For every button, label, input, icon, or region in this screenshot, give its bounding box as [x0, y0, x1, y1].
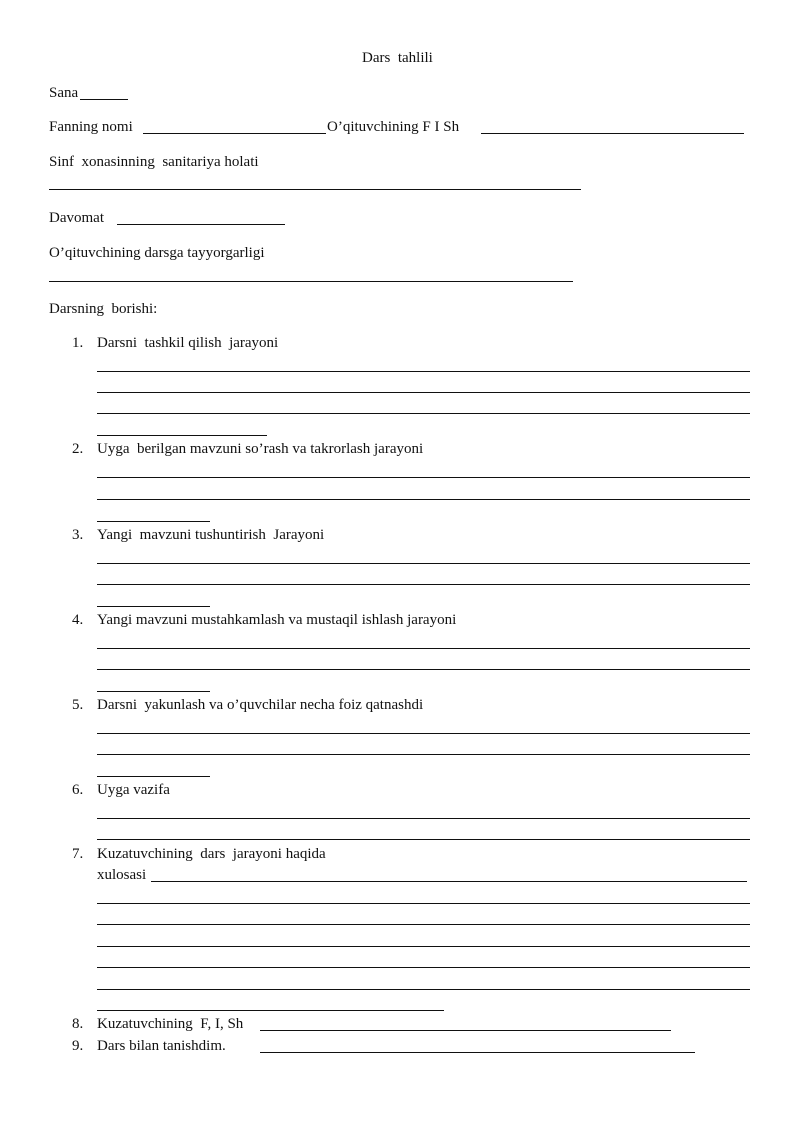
sanitariya-blank[interactable]	[49, 189, 581, 190]
answer-line[interactable]	[97, 1010, 444, 1011]
answer-line[interactable]	[97, 435, 267, 436]
item-label: Darsni tashkil qilish jarayoni	[97, 335, 279, 351]
answer-line[interactable]	[97, 606, 210, 607]
item-label: Darsni yakunlash va o’quvchilar necha foiz qatnashdi	[97, 697, 424, 713]
tayyorgarlik-label: O’qituvchining darsga tayyorgarligi	[49, 245, 265, 261]
item-label: Uyga vazifa	[97, 782, 170, 798]
answer-line[interactable]	[97, 903, 750, 904]
item-number: 2.	[72, 441, 84, 457]
answer-line[interactable]	[97, 499, 750, 500]
answer-line[interactable]	[97, 839, 750, 840]
signature-line[interactable]	[260, 1030, 671, 1031]
answer-line[interactable]	[97, 691, 210, 692]
davomat-label: Davomat	[49, 210, 104, 226]
item-label: Uyga berilgan mavzuni so’rash va takrorlash jarayoni	[97, 441, 424, 457]
answer-line[interactable]	[97, 776, 210, 777]
answer-line[interactable]	[97, 392, 750, 393]
answer-line[interactable]	[97, 648, 750, 649]
item-label: Dars bilan tanishdim.	[97, 1038, 226, 1054]
item-number: 3.	[72, 527, 84, 543]
item-number: 9.	[72, 1038, 84, 1054]
item-number: 6.	[72, 782, 84, 798]
item-label: Yangi mavzuni mustahkamlash va mustaqil ishlash jarayoni	[97, 612, 457, 628]
item-label: Kuzatuvchining F, I, Sh	[97, 1016, 244, 1032]
answer-line[interactable]	[97, 413, 750, 414]
oqituvchi-fish-blank[interactable]	[481, 133, 744, 134]
answer-line[interactable]	[97, 818, 750, 819]
answer-line[interactable]	[97, 669, 750, 670]
answer-line[interactable]	[97, 967, 750, 968]
item-label-continuation: xulosasi	[97, 867, 147, 883]
fanning-nomi-blank[interactable]	[143, 133, 326, 134]
davomat-blank[interactable]	[117, 224, 285, 225]
tayyorgarlik-blank[interactable]	[49, 281, 573, 282]
answer-line[interactable]	[151, 881, 747, 882]
fanning-nomi-label: Fanning nomi	[49, 119, 133, 135]
answer-line[interactable]	[97, 584, 750, 585]
item-number: 1.	[72, 335, 84, 351]
item-number: 7.	[72, 846, 84, 862]
answer-line[interactable]	[97, 946, 750, 947]
item-label: Kuzatuvchining dars jarayoni haqida	[97, 846, 326, 862]
sanitariya-label: Sinf xonasinning sanitariya holati	[49, 154, 259, 170]
answer-line[interactable]	[97, 989, 750, 990]
sana-blank[interactable]	[80, 99, 128, 100]
sana-label: Sana	[49, 85, 79, 101]
signature-line[interactable]	[260, 1052, 695, 1053]
answer-line[interactable]	[97, 733, 750, 734]
answer-line[interactable]	[97, 477, 750, 478]
answer-line[interactable]	[97, 924, 750, 925]
oqituvchi-fish-label: O’qituvchining F I Sh	[327, 119, 460, 135]
item-number: 5.	[72, 697, 84, 713]
answer-line[interactable]	[97, 754, 750, 755]
page-title: Dars tahlili	[362, 50, 433, 66]
item-number: 8.	[72, 1016, 84, 1032]
answer-line[interactable]	[97, 521, 210, 522]
section-heading: Darsning borishi:	[49, 301, 158, 317]
answer-line[interactable]	[97, 371, 750, 372]
item-label: Yangi mavzuni tushuntirish Jarayoni	[97, 527, 325, 543]
item-number: 4.	[72, 612, 84, 628]
answer-line[interactable]	[97, 563, 750, 564]
